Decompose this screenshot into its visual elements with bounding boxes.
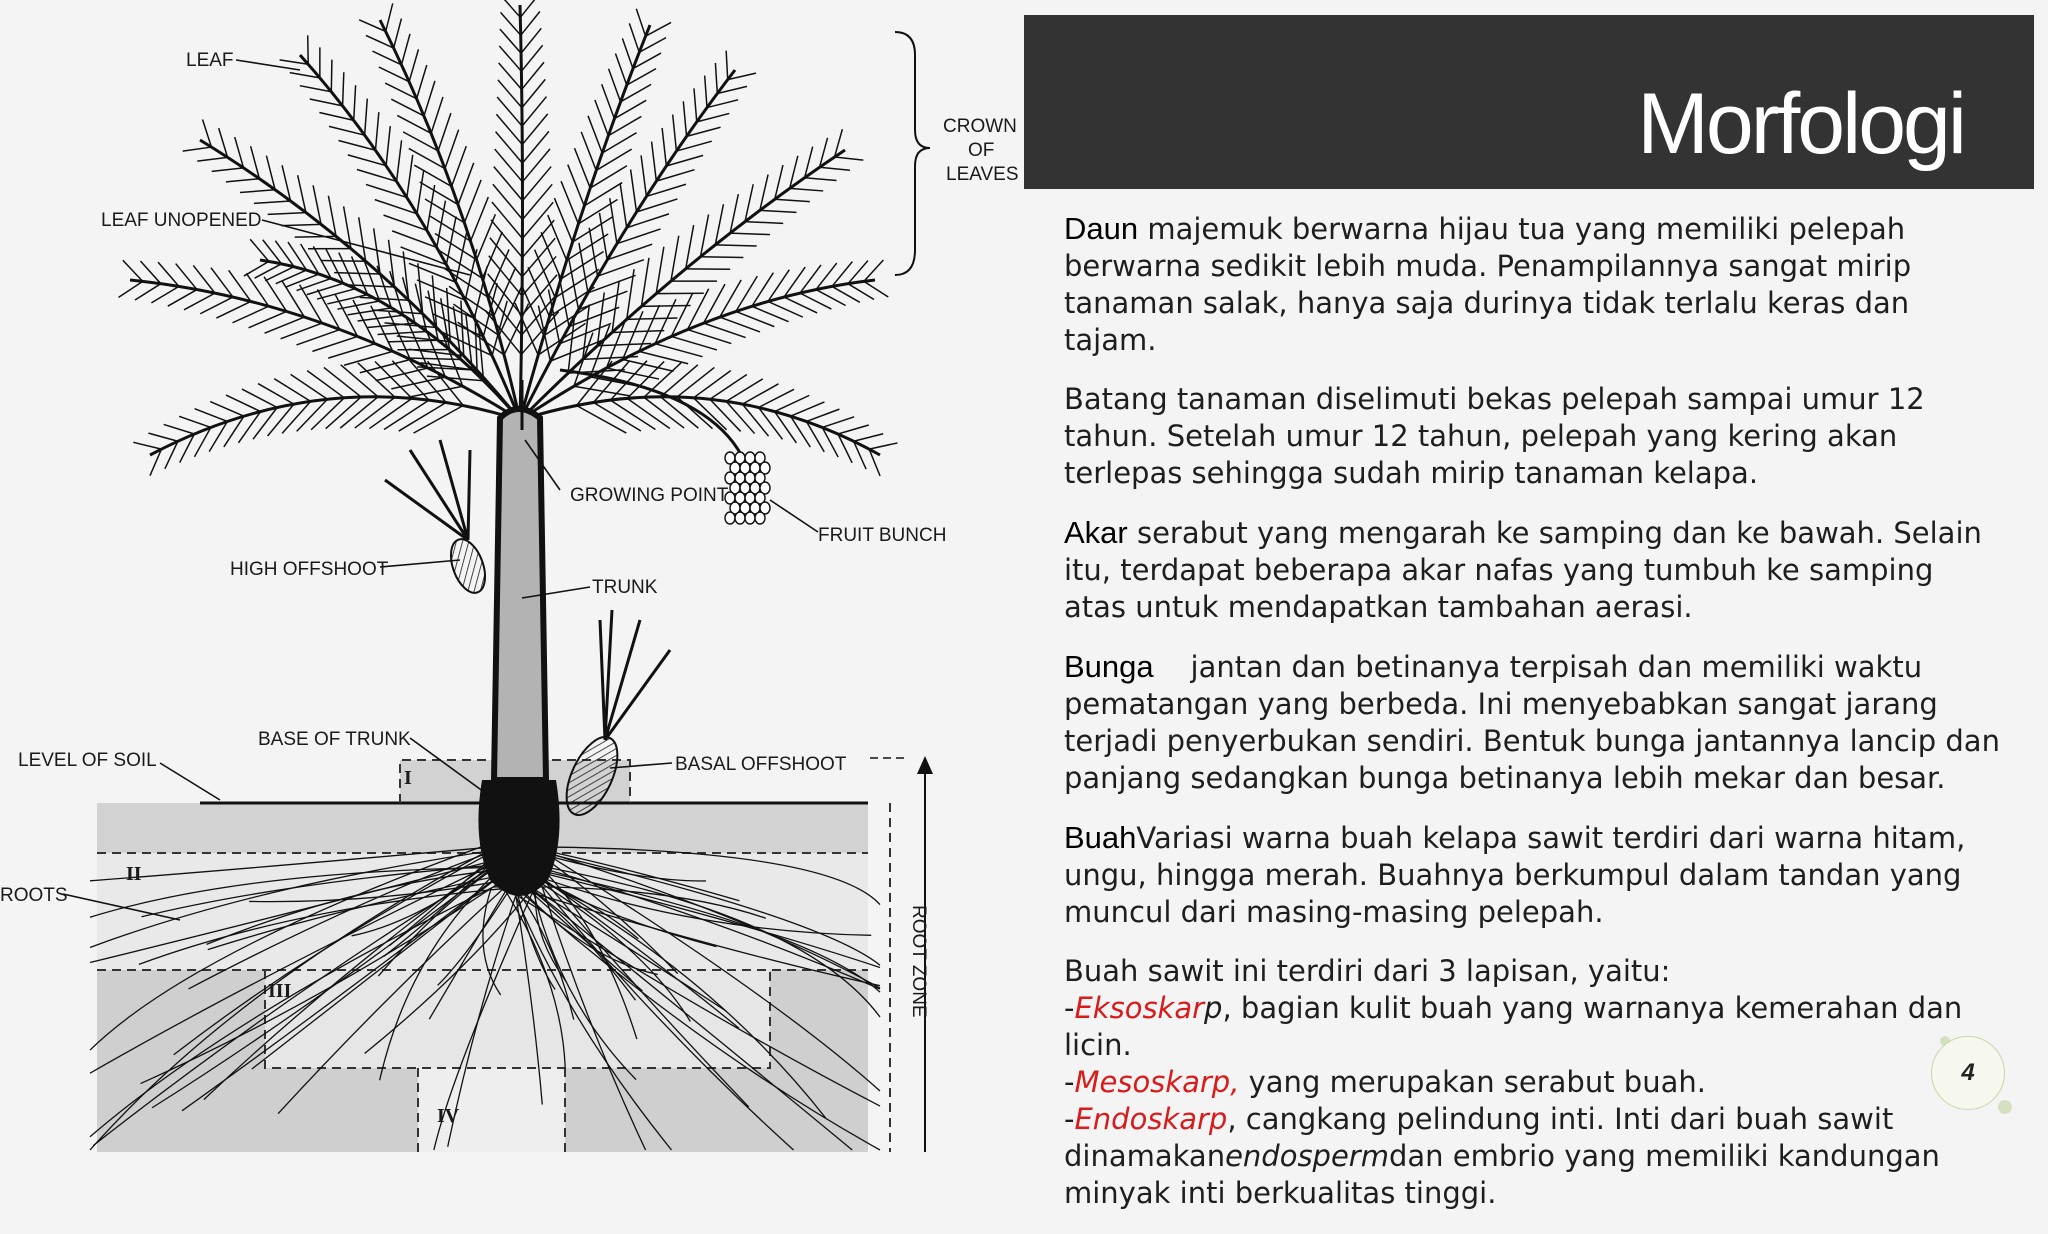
leaflet (745, 222, 783, 224)
text-endosperm: dan embrio yang memiliki kandungan minyak inti berkualitas tinggi. (1064, 1139, 1940, 1210)
label-growing-point: GROWING POINT (570, 485, 729, 506)
paragraph-akar (1064, 514, 2004, 626)
leaflet (324, 367, 361, 397)
leaflet (568, 165, 585, 206)
leaflet (407, 358, 461, 359)
leaflet (631, 169, 637, 212)
label-fruit-bunch: FRUIT BUNCH (818, 525, 946, 546)
leaflet (417, 65, 427, 99)
leaflet (265, 317, 305, 333)
leaflet (397, 140, 402, 181)
soil-zone-3 (265, 970, 770, 1068)
leaflet (612, 281, 619, 333)
leaflet (424, 81, 435, 116)
slide-content (1064, 210, 2004, 1234)
leaflet (492, 202, 523, 239)
leaflet (574, 148, 590, 188)
leaflet (496, 132, 523, 164)
decor-dot-2 (1998, 1100, 2012, 1114)
leaflet (471, 197, 489, 241)
leaflet (148, 433, 177, 441)
term-eksoskarp: Eksoskar (1074, 991, 1204, 1025)
leaflet (497, 97, 522, 126)
leaflet (694, 371, 731, 398)
leaflet (775, 395, 810, 411)
leaflet (726, 51, 728, 80)
leaflet (522, 256, 556, 296)
leaflet (394, 19, 402, 49)
leaflet (627, 398, 670, 428)
leaflet (226, 179, 259, 182)
leaflet (641, 306, 690, 307)
leaflet (760, 210, 797, 212)
leaflet (494, 167, 523, 201)
leaflet (730, 233, 770, 234)
leaflet (417, 170, 424, 214)
leaflet (522, 167, 551, 201)
leaflet (268, 213, 306, 215)
leaflet (490, 238, 522, 277)
label-crown-1: CROWN (943, 116, 1017, 137)
label-roots: ROOTS (0, 885, 68, 906)
high-offshoot-shape (444, 535, 491, 598)
leaflet (609, 69, 621, 102)
palm-anatomy-diagram (0, 0, 1020, 1152)
leaflet (623, 359, 674, 371)
leaflet (119, 281, 143, 297)
leaflet (216, 301, 250, 318)
leaflet (602, 84, 615, 118)
leaflet (401, 34, 410, 65)
text-akar: serabut yang mengarah ke samping dan ke bawah. Selain itu, terdapat beberapa akar nafas yang tumbuh ke samping atas untuk mendapatkan tambahan aerasi. (1064, 516, 1982, 624)
leaflet (297, 330, 340, 345)
leaflet (581, 132, 596, 171)
leaflet (694, 398, 727, 430)
leaflet (577, 405, 627, 433)
fruit-date (725, 512, 735, 524)
leaflet (295, 236, 336, 237)
leaflet (200, 297, 233, 314)
leaflet (399, 402, 446, 431)
leaflet (438, 113, 451, 151)
leaflet (521, 12, 540, 36)
leaflet (334, 273, 380, 274)
leaflet (354, 85, 356, 120)
leaflet (627, 318, 678, 319)
leaflet (249, 311, 287, 327)
leaflet (391, 377, 445, 389)
leaflet (281, 323, 323, 339)
frond-rachis (520, 150, 845, 420)
leaflet (210, 402, 244, 417)
leaflet (255, 264, 282, 278)
leaflet (183, 147, 212, 151)
leaflet (822, 417, 854, 428)
leaflet (195, 409, 228, 422)
leaflet (561, 181, 578, 224)
fruit-bunch-shape (725, 452, 770, 524)
leaflet (407, 386, 463, 397)
leaflet (168, 290, 197, 307)
leaflet (311, 398, 344, 430)
leaflet (453, 306, 461, 359)
frond-rachis (200, 140, 520, 420)
paragraph-batang (1064, 381, 2004, 492)
text-endoskarp: , cangkang pelindung inti. Inti dari buah sawit dinamakan (1064, 1102, 1893, 1173)
leaflet (589, 228, 597, 276)
leaflet (522, 149, 550, 182)
leaflet (835, 157, 864, 160)
leaflet (456, 233, 467, 283)
paragraph-lapisan (1064, 953, 2004, 1212)
text-mesoskarp: yang merupakan serabut buah. (1239, 1065, 1706, 1099)
leaflet (636, 9, 645, 36)
leaflet (326, 397, 361, 429)
label-basal-offshoot: BASAL OFFSHOOT (675, 754, 847, 775)
leaflet (662, 128, 666, 166)
fronds-drawing (119, 0, 898, 476)
dash-3: - (1064, 1102, 1074, 1136)
leaflet (464, 180, 481, 223)
leaflet (343, 72, 344, 106)
paragraph-buah (1064, 819, 2004, 931)
leaflet (340, 397, 378, 428)
dash-1: - (1064, 991, 1074, 1025)
trunk-shape (494, 409, 546, 780)
leaflet (212, 168, 244, 172)
leaflet (331, 60, 332, 92)
leaflet (375, 112, 378, 150)
leaflet (588, 116, 602, 153)
text-batang: Batang tanaman diselimuti bekas pelepah sampai umur 12 tahun. Setelah umur 12 tahun, pelepah yang kering akan terlepas sehingga sudah mirip tanaman kelapa. (1064, 382, 1925, 490)
text-eksoskarp: , bagian kulit buah yang warnanya kemerahan dan licin. (1064, 991, 1962, 1062)
leaflet (365, 99, 368, 136)
leaflet (805, 178, 837, 181)
leaflet (869, 443, 897, 449)
leaflet (265, 267, 294, 281)
leaflet (491, 220, 522, 258)
leaflet (344, 351, 393, 365)
term-endosperm: endosperm (1225, 1139, 1389, 1173)
leaflet (726, 379, 763, 402)
leaflet (389, 240, 395, 287)
leaflet (308, 35, 309, 64)
leaflet (501, 0, 520, 17)
text-buah: Variasi warna buah kelapa sawit terdiri dari warna hitam, ungu, hingga merah. Buahnya berkumpul dalam tandan yang muncul dari masing-masing pelepah. (1064, 821, 1965, 929)
leaflet (276, 270, 307, 284)
leaflet (414, 405, 464, 433)
leaflet (369, 398, 412, 428)
dash-2: - (1064, 1065, 1074, 1099)
leaflet (559, 274, 569, 327)
leaflet (687, 330, 731, 344)
leaflet (520, 0, 538, 17)
leaflet (360, 297, 409, 300)
crown-brace (895, 32, 930, 275)
leaflet (244, 261, 269, 276)
leaflet (550, 340, 603, 361)
leaflet (700, 257, 743, 258)
leaflet (595, 100, 608, 136)
leaflet (386, 3, 393, 31)
high-offshoot-leaves (385, 440, 470, 540)
label-leaf-unopened: LEAF UNOPENED (101, 210, 261, 231)
keyword-daun: Daun (1064, 211, 1138, 246)
leaflet (671, 336, 717, 350)
label-trunk: TRUNK (592, 577, 658, 598)
frond-rachis (380, 20, 520, 420)
leaflet (312, 336, 357, 351)
leaflet (715, 63, 717, 93)
leaflet (123, 260, 143, 281)
fruit-date (745, 512, 755, 524)
leaflet (135, 284, 161, 300)
palm-diagram-svg (0, 0, 1020, 1152)
leaflet (495, 149, 523, 182)
paragraph-bunga (1064, 648, 2004, 797)
leaflet (240, 190, 275, 193)
leaflet (522, 131, 548, 163)
leaflet (522, 184, 552, 219)
leaflet (445, 130, 459, 169)
leaflet (615, 53, 626, 85)
label-leaf: LEAF (186, 50, 234, 71)
zone-1-label: I (404, 767, 412, 789)
leaflet (496, 114, 522, 144)
leaflet (683, 101, 686, 136)
leaflet (355, 397, 395, 428)
leaflet (254, 201, 291, 203)
leaflet (694, 88, 697, 122)
leaflet (594, 402, 641, 431)
leaflet (838, 425, 869, 434)
leaflet (179, 416, 211, 427)
leaflet (620, 184, 626, 228)
term-mesoskarp: Mesoskarp, (1074, 1065, 1239, 1099)
leaflet (864, 281, 888, 297)
leaflet (629, 23, 639, 52)
leaflet (384, 400, 429, 429)
leaflet (790, 188, 824, 191)
leaflet (452, 146, 467, 186)
keyword-buah: Buah (1064, 820, 1136, 855)
fruit-date (735, 512, 745, 524)
fruit-date (755, 512, 765, 524)
leaflet (250, 239, 269, 261)
label-crown-3: LEAVES (946, 164, 1019, 185)
leaflet (378, 331, 427, 334)
leaflet (715, 245, 756, 246)
leaflet (291, 374, 328, 399)
text-bunga: jantan dan betinanya terpisah dan memiliki waktu pematangan yang berbeda. Ini menyebabkan sangat jarang terjadi penyerbukan sendiri. Bentuk bunga jantannya lancip dan panjang sedangkan bunga betinanya lebih mekar dan besar. (1064, 650, 2009, 795)
leaflet (501, 12, 521, 35)
leaflet (151, 286, 179, 302)
leaflet (427, 185, 435, 230)
label-level-of-soil: LEVEL OF SOIL (18, 750, 157, 771)
leaflet (197, 157, 227, 161)
term-endoskarp: Endoskarp (1074, 1102, 1227, 1136)
leaflet (522, 114, 547, 145)
lapisan-intro: Buah sawit ini terdiri dari 3 lapisan, yaitu: (1064, 954, 1670, 988)
leaflet (281, 224, 321, 225)
leaflet (864, 260, 884, 281)
label-root-zone: ROOT ZONE (908, 905, 929, 1018)
leaflet (655, 344, 702, 357)
leaflet (226, 395, 261, 411)
leaflet (673, 115, 677, 152)
leaflet (610, 198, 617, 243)
zone-3-label: III (268, 980, 292, 1002)
leaflet (417, 280, 465, 300)
leaflet (327, 295, 367, 304)
fruit-bunch-stalk (560, 370, 748, 470)
leaflet (522, 97, 546, 127)
leaflet (386, 126, 390, 166)
leaflet (522, 202, 553, 238)
leaflet (498, 80, 522, 108)
paragraph-daun (1064, 210, 2004, 359)
leaflet (610, 400, 655, 429)
zone-2-label: II (126, 863, 142, 885)
leaflet (677, 367, 714, 397)
leaflet (233, 306, 269, 323)
leaflet (307, 371, 344, 398)
term-eksoskarp-suffix: p (1204, 991, 1222, 1025)
leaflet (854, 434, 884, 442)
leaflet (704, 323, 746, 337)
leaflet (164, 424, 195, 434)
leaflet (337, 301, 379, 309)
page-number: 4 (1931, 1036, 2005, 1110)
leaflet (806, 409, 839, 421)
label-base-of-trunk: BASE OF TRUNK (258, 729, 411, 750)
leaflet (622, 38, 633, 68)
text-daun: majemuk berwarna hijau tua yang memiliki pelepah berwarna sedikit lebih muda. Penampilannya sangat mirip tanaman salak, hanya saja durinya tidak terlalu keras dan tajam. (1064, 212, 1911, 357)
basal-offshoot-leaves (600, 610, 670, 740)
leaflet (710, 374, 747, 399)
slide-title: Morfologi (1637, 75, 1964, 174)
leaflet (705, 76, 707, 108)
leaflet (407, 155, 413, 198)
leaflet (742, 384, 778, 404)
keyword-akar: Akar (1064, 515, 1128, 550)
leaflet (431, 97, 443, 133)
keyword-bunga: Bunga (1064, 649, 1154, 684)
leaflet (184, 293, 215, 310)
label-crown-2: OF (968, 140, 994, 161)
title-bar (1024, 15, 2034, 189)
leaflet (274, 379, 310, 402)
leaflet (358, 315, 404, 321)
leaflet (493, 184, 523, 219)
root-zone-arrowhead (917, 756, 933, 774)
leaflet (328, 344, 375, 358)
leaflet (133, 442, 161, 449)
leaflet (820, 167, 850, 170)
zone-4-label: IV (437, 1105, 460, 1127)
label-high-offshoot: HIGH OFFSHOOT (230, 559, 389, 580)
leaflet (409, 49, 418, 81)
leaflet (791, 402, 825, 416)
leaflet (775, 199, 810, 201)
frond-rachis (520, 5, 523, 420)
leaflet (641, 155, 646, 196)
leaflet (458, 163, 474, 205)
leaflet (652, 142, 657, 182)
